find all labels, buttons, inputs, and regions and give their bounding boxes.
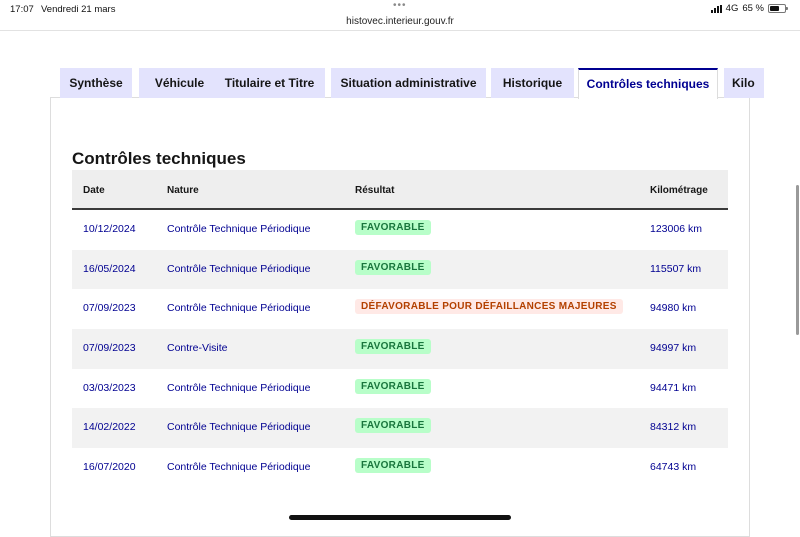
cell-nature: Contre-Visite [167,342,228,355]
status-indicators [711,3,786,14]
toolbar-divider [0,30,800,31]
cell-km: 64743 km [650,461,697,474]
tab-situation-administrative[interactable]: Situation administrative [331,68,486,98]
table-row [72,408,728,448]
result-badge: FAVORABLE [355,339,431,354]
cell-date: 07/09/2023 [83,302,136,315]
tab-vehicule[interactable]: Véhicule [139,68,220,98]
result-badge: FAVORABLE [355,458,431,473]
result-badge: FAVORABLE [355,418,431,433]
table-row [72,250,728,290]
cell-nature: Contrôle Technique Périodique [167,461,311,474]
cell-nature: Contrôle Technique Périodique [167,381,311,394]
page-scrollbar[interactable] [796,185,799,335]
table-row [72,289,728,329]
battery-icon [768,4,786,13]
table-row [72,448,728,488]
cell-date: 14/02/2022 [83,421,136,434]
status-date: Vendredi 21 mars [41,4,116,15]
result-badge: DÉFAVORABLE POUR DÉFAILLANCES MAJEURES [355,299,623,314]
tab-kilometrage[interactable]: Kilo [724,68,764,98]
tab-synthese[interactable]: Synthèse [60,68,132,98]
cell-nature: Contrôle Technique Périodique [167,421,311,434]
status-bar [0,0,800,27]
cell-km: 94471 km [650,381,697,394]
status-time: 17:07 [10,4,34,15]
home-indicator[interactable] [289,515,511,520]
table-row [72,369,728,409]
table-row [72,329,728,369]
network-label: 4G [725,3,739,14]
page-title: Contrôles techniques [72,149,246,168]
tab-controles-techniques[interactable]: Contrôles techniques [578,68,718,99]
address-bar[interactable]: histovec.interieur.gouv.fr [346,16,454,27]
table-row [72,210,728,250]
cell-km: 94980 km [650,302,697,315]
signal-icon [711,5,722,13]
cell-km: 94997 km [650,342,697,355]
tab-bar [60,68,755,98]
cell-date: 16/07/2020 [83,461,136,474]
result-badge: FAVORABLE [355,220,431,235]
header-km: Kilométrage [650,185,708,196]
cell-km: 115507 km [650,262,702,275]
header-result: Résultat [355,185,395,196]
header-date: Date [83,185,105,196]
result-badge: FAVORABLE [355,260,431,275]
cell-km: 84312 km [650,421,697,434]
cell-date: 07/09/2023 [83,342,136,355]
cell-date: 16/05/2024 [83,262,136,275]
cell-nature: Contrôle Technique Périodique [167,223,311,235]
header-nature: Nature [167,185,199,196]
battery-percent: 65 % [742,3,764,14]
cell-date: 03/03/2023 [83,381,136,394]
cell-km: 123006 km [650,223,702,235]
more-dots-icon[interactable]: ••• [393,0,407,11]
cell-nature: Contrôle Technique Périodique [167,302,311,315]
cell-date: 10/12/2024 [83,223,136,235]
tab-historique[interactable]: Historique [491,68,574,98]
controles-table [72,170,728,488]
tab-titulaire[interactable]: Titulaire et Titre [214,68,325,98]
cell-nature: Contrôle Technique Périodique [167,262,311,275]
result-badge: FAVORABLE [355,379,431,394]
table-header [72,170,728,210]
